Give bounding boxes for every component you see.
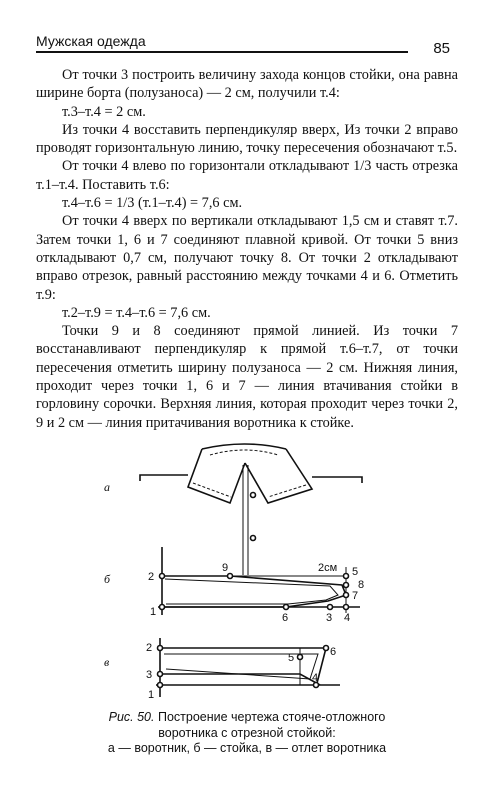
collar-sketch: [140, 444, 362, 575]
panel-label-a: а: [104, 480, 110, 494]
collar-point-1: 1: [148, 689, 155, 701]
stand-point-5: 5: [352, 566, 359, 578]
paragraph: От точки 4 влево по горизонтали откладывают 1/3 часть отрезка т.1–т.4. Поставить т.6:: [36, 158, 458, 193]
caption-line-3: а — воротник, б — стойка, в — отлет воротника: [107, 741, 387, 755]
caption-title: Построение чертежа стояче-отложного: [157, 710, 386, 724]
collar-point-5: 5: [288, 652, 295, 664]
figure-caption: [36, 710, 458, 757]
collar-point-4: 4: [312, 672, 319, 684]
page-number: 85: [433, 40, 450, 57]
paragraph: Из точки 4 восставить перпендикуляр вверх, Из точки 2 вправо проводят горизонтальную линию, точку пересечения обозначают т.5.: [36, 121, 458, 157]
figure-drawing: [90, 435, 390, 707]
collar-point-3: 3: [146, 669, 153, 681]
stand-label-2cm: 2см: [318, 562, 338, 574]
paragraph: Точки 9 и 8 соединяют прямой линией. Из точки 7 восстанавливают перпендикуляр к прямой т.6–т.7, от точки пересечения отметить ширину полузаноса — 2 см. Нижняя линия, проходит через точки 1, 6 и 7 — линия втачивания стойки в горловину сорочки. Верхняя линия, которая проходит через точки 2, 9 и 2 см — линия притачивания воротника к стойке.: [36, 323, 458, 431]
formula-line: т.2–т.9 = т.4–т.6 = 7,6 см.: [62, 304, 211, 321]
stand-point-7: 7: [352, 590, 359, 602]
running-header-title: Мужская одежда: [36, 33, 146, 49]
formula-line: т.3–т.4 = 2 см.: [62, 103, 146, 120]
paragraph: От точки 3 построить величину захода концов стойки, она равна ширине борта (полузаноса) — 2 см, получили т.4:: [36, 67, 458, 102]
formula-line: т.4–т.6 = 1/3 (т.1–т.4) = 7,6 см.: [62, 195, 243, 212]
caption-line-1: [36, 710, 458, 726]
body-text: [36, 66, 458, 432]
stand-point-4: 4: [344, 612, 351, 624]
header-rule: [36, 51, 408, 53]
panel-label-c: в: [104, 655, 110, 669]
stand-point-1: 1: [150, 606, 157, 618]
collar-leaf-draft: [156, 638, 340, 697]
collar-point-6: 6: [330, 646, 337, 658]
panel-label-b: б: [104, 572, 111, 586]
stand-point-2: 2: [148, 571, 155, 583]
stand-point-3: 3: [326, 612, 333, 624]
stand-point-6: 6: [282, 612, 289, 624]
stand-draft: [158, 547, 360, 615]
caption-line-2: воротника с отрезной стойкой:: [158, 725, 336, 740]
stand-point-8: 8: [358, 579, 365, 591]
figure-collar-drafting: [90, 435, 390, 707]
figure-number: Рис. 50.: [108, 710, 155, 724]
stand-point-9: 9: [222, 562, 229, 574]
collar-point-2: 2: [146, 642, 153, 654]
paragraph: От точки 4 вверх по вертикали откладывают 1,5 см и ставят т.7. Затем точки 1, 6 и 7 соединяют плавной кривой. От точки 5 вниз откладывают 0,7 см, получают точку 8. От точки 2 откладывают вправо отрезок, равный расстоянию между точками 4 и 6. Отметить т.9:: [36, 213, 458, 303]
